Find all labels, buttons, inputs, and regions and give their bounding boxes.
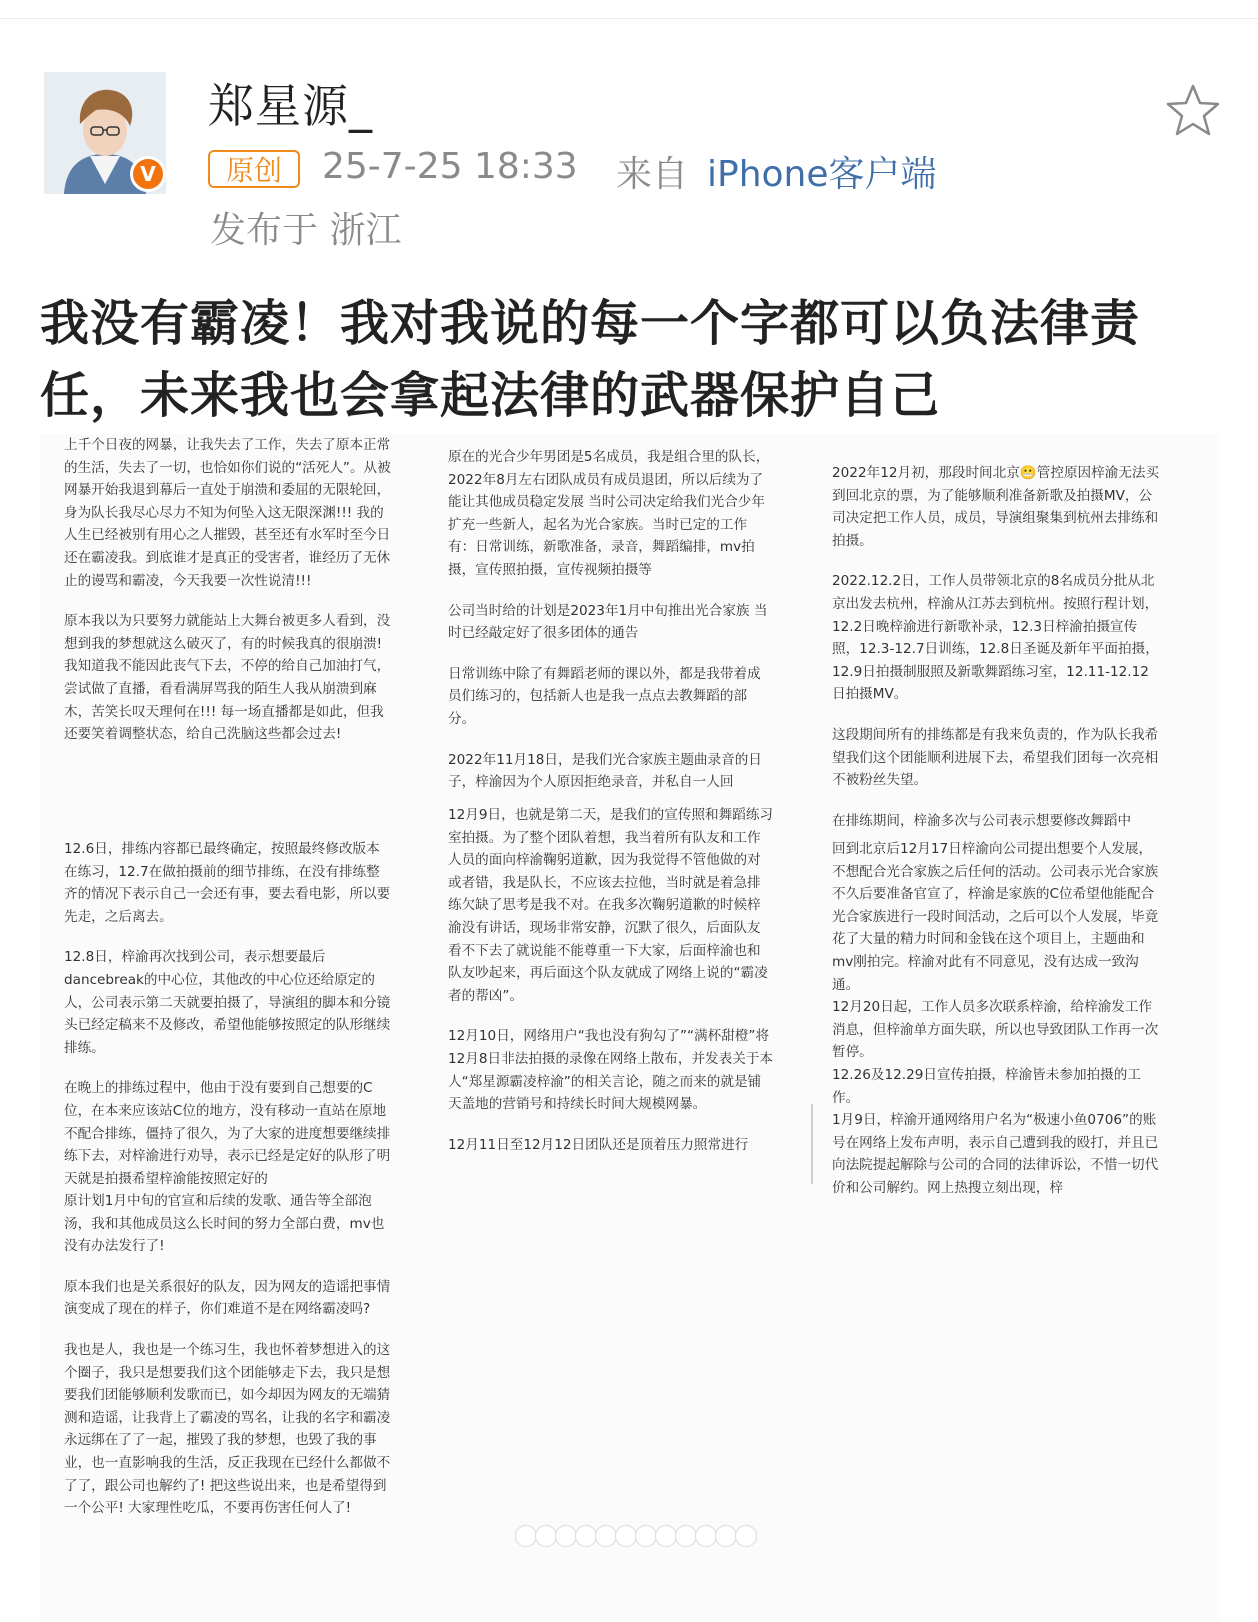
- page-dot[interactable]: [635, 1525, 657, 1547]
- page-dot[interactable]: [735, 1525, 757, 1547]
- paragraph: 12月11日至12月12日团队还是顶着压力照常进行: [448, 1136, 749, 1153]
- post-location: 发布于 浙江: [210, 210, 402, 251]
- paragraph: 原在的光合少年男团是5名成员，我是组合里的队长，2022年8月左右团队成员有成员退团，所以后续为了能让其他成员稳定发展 当时公司决定给我们光合少年扩充一些新人，起名为光合家族。当时已定的工作有：日常训练，新歌准备，录音，舞蹈编排，mv拍摄，宣传照拍摄，宣传视频拍摄等: [448, 449, 770, 578]
- source-from-label: 来自: [616, 154, 689, 195]
- page-dot[interactable]: [555, 1525, 577, 1547]
- paragraph: 公司当时给的计划是2023年1月中旬推出光合家族 当时已经敲定好了很多团体的通告: [448, 602, 768, 642]
- paragraph: 回到北京后12月17日梓渝向公司提出想要个人发展，不想配合光合家族之后任何的活动。公司表示光合家族不久后要准备官宣了，梓渝是家族的C位希望他能配合光合家族进行一段时间活动，之后可以个人发展，毕竟花了大量的精力时间和金钱在这个项目上，主题曲和mv刚拍完。梓渝对此有不同意见，没有达成一致沟通。: [832, 841, 1159, 993]
- page-dot[interactable]: [615, 1525, 637, 1547]
- statement-col1-top: [40, 434, 420, 826]
- original-tag: 原创: [208, 150, 300, 188]
- top-divider: [0, 18, 1258, 19]
- paragraph: 12.6日，排练内容都已最终确定，按照最终修改版本在练习，12.7在做拍摄前的细节排练，在没有排练整齐的情况下表示自己一会还有事，要去看电影，所以要先走，之后离去。: [64, 841, 391, 925]
- paragraph: 12月10日，网络用户“我也没有狗勾了”“满杯甜橙”将12月8日非法拍摄的录像在网络上散布，并发表关于本人“郑星源霸凌梓渝”的相关言论，随之而来的就是铺天盖地的营销号和持续长时间大规模网暴。: [448, 1028, 774, 1113]
- verified-v-icon: V: [130, 156, 166, 192]
- image-page-indicator[interactable]: [515, 1525, 755, 1547]
- star-outline-icon[interactable]: [1164, 82, 1222, 140]
- page-dot[interactable]: [575, 1525, 597, 1547]
- paragraph: 在晚上的排练过程中，他由于没有要到自己想要的C位，在本来应该站C位的地方，没有移动一直站在原地不配合排练，僵持了很久，为了大家的进度想要继续排练下去，对梓渝进行劝导，表示已经是定好的队形了明天就是拍摄希望梓渝能按照定好的: [64, 1080, 391, 1187]
- paragraph: 原本我以为只要努力就能站上大舞台被更多人看到，没想到我的梦想就这么破灭了，有的时候我真的很崩溃! 我知道我不能因此丧气下去，不停的给自己加油打气，尝试做了直播，看看满屏骂我的陌生人我从崩溃到麻木，苦笑长叹天理何在!!! 每一场直播都是如此，但我还要笑着调整状态，给自己洗脑这些都会过去!: [64, 613, 391, 743]
- page-dot[interactable]: [515, 1525, 537, 1547]
- statement-col2-top: [420, 446, 800, 804]
- page-dot[interactable]: [715, 1525, 737, 1547]
- paragraph: 2022.12.2日，工作人员带领北京的8名成员分批从北京出发去杭州，梓渝从江苏去到杭州。按照行程计划，12.2日晚梓渝进行新歌补录，12.3日梓渝拍摄宣传照，12.3-12.7日训练，12.8日圣诞及新年平面拍摄，12.9日拍摄制服照及新歌舞蹈练习室，12.11-12.12日拍摄MV。: [832, 573, 1159, 703]
- page-dot[interactable]: [695, 1525, 717, 1547]
- paragraph: 12.8日，梓渝再次找到公司，表示想要最后dancebreak的中心位，其他改的中心位还给原定的人，公司表示第二天就要拍摄了，导演组的脚本和分镜头已经定稿来不及修改，希望他能够按照定的队形继续排练。: [64, 949, 391, 1056]
- paragraph: 我也是人，我也是一个练习生，我也怀着梦想进入的这个圈子，我只是想要我们这个团能够走下去，我只是想要我们团能够顺利发歌而已，如今却因为网友的无端猜测和造谣，让我背上了霸凌的骂名，让我的名字和霸凌永远绑在了了一起，摧毁了我的梦想，也毁了我的事业，也一直影响我的生活，反正我现在已经什么都做不了了，跟公司也解约了! 把这些说出来，也是希望得到一个公平! 大家理性吃瓜，不要再伤害任何人了!: [64, 1341, 391, 1517]
- paragraph: 1月9日，梓渝开通网络用户名为“极速小鱼0706”的账号在网络上发布声明，表示自己遭到我的殴打，并且已向法院提起解除与公司的合同的法律诉讼，不惜一切代价和公司解约。网上热搜立刻出现，梓: [832, 1112, 1159, 1196]
- paragraph: 2022年11月18日，是我们光合家族主题曲录音的日子，梓渝因为个人原因拒绝录音，并私自一人回: [448, 751, 762, 791]
- username[interactable]: 郑星源_: [208, 79, 373, 133]
- paragraph: 在排练期间，梓渝多次与公司表示想要修改舞蹈中: [832, 812, 1132, 829]
- paragraph: 原本我们也是关系很好的队友，因为网友的造谣把事情演变成了现在的样子，你们难道不是在网络霸凌吗?: [64, 1278, 391, 1318]
- statement-col2-bottom: [420, 804, 800, 1184]
- statement-image[interactable]: [40, 434, 1220, 1622]
- source-client-link[interactable]: iPhone客户端: [707, 154, 937, 195]
- page-dot[interactable]: [675, 1525, 697, 1547]
- statement-col1-bottom: [40, 1190, 420, 1622]
- paragraph: 原计划1月中旬的官宣和后续的发歌、通告等全部泡汤，我和其他成员这么长时间的努力全部白费，mv也没有办法发行了!: [64, 1193, 385, 1255]
- page-dot[interactable]: [595, 1525, 617, 1547]
- paragraph: 2022年12月初，那段时间北京😬管控原因梓渝无法买到回北京的票，为了能够顺利准备新歌及拍摄MV，公司决定把工作人员，成员，导演组聚集到杭州去排练和拍摄。: [832, 465, 1160, 549]
- paragraph: 日常训练中除了有舞蹈老师的课以外，都是我带着成员们练习的，包括新人也是我一点点去教舞蹈的部分。: [448, 665, 761, 727]
- statement-col1-mid: [40, 838, 420, 1206]
- statement-col3-top: [810, 462, 1220, 829]
- statement-col3-bottom: [810, 838, 1220, 1196]
- paragraph: 这段期间所有的排练都是有我来负责的，作为队长我希望我们这个团能顺利进展下去，希望我们团每一次亮相不被粉丝失望。: [832, 726, 1159, 789]
- page-dot[interactable]: [655, 1525, 677, 1547]
- paragraph: 上千个日夜的网暴，让我失去了工作，失去了原本正常的生活，失去了一切，也恰如你们说的“活死人”。从被网暴开始我退到幕后一直处于崩溃和委屈的无限轮回，身为队长我尽心尽力不知为何坠入这无限深渊!!! 我的人生已经被别有用心之人摧毁，甚至还有水军时至今日还在霸凌我。到底谁才是真正的受害者，谁经历了无休止的谩骂和霸凌，今天我要一次性说清!!!: [64, 437, 391, 589]
- post-headline: 我没有霸凌！我对我说的每一个字都可以负法律责任，未来我也会拿起法律的武器保护自己: [40, 295, 1141, 424]
- paragraph: 12月20日起，工作人员多次联系梓渝，给梓渝发工作消息，但梓渝单方面失联，所以也导致团队工作再一次暂停。: [832, 999, 1159, 1061]
- paragraph: 12月9日，也就是第二天，是我们的宣传照和舞蹈练习室拍摄。为了整个团队着想，我当着所有队友和工作人员的面向梓渝鞠躬道歉，因为我觉得不管他做的对或者错，我是队长，不应该去拉他，当时就是着急排练欠缺了思考是我不对。在我多次鞠躬道歉的时候梓渝没有讲话，现场非常安静，沉默了很久，后面队友看不下去了就说能不能尊重一下大家，后面梓渝也和队友吵起来，再后面这个队友就成了网络上说的“霸凌者的帮凶”。: [448, 807, 774, 1004]
- paragraph: 12.26及12.29日宣传拍摄，梓渝皆未参加拍摄的工作。: [832, 1066, 1141, 1106]
- post-timestamp: 25-7-25 18:33: [322, 146, 578, 187]
- page-dot[interactable]: [535, 1525, 557, 1547]
